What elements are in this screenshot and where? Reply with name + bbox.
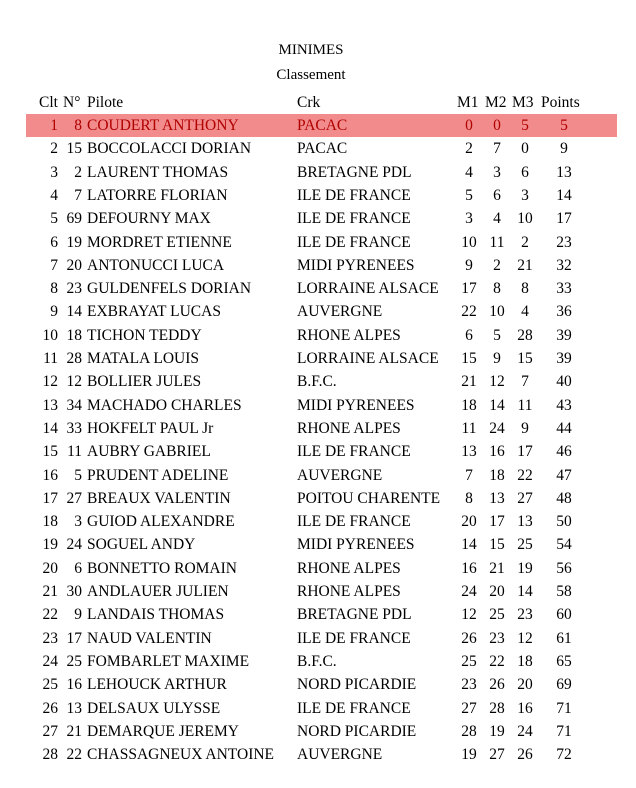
cell-pilote: MORDRET ETIENNE <box>87 233 232 251</box>
cell-m1: 19 <box>461 746 477 764</box>
cell-pilote: GULDENFELS DORIAN <box>87 280 252 298</box>
cell-m3: 2 <box>521 233 529 251</box>
header-crk: Crk <box>297 94 321 111</box>
cell-points: 39 <box>556 326 572 344</box>
table-row <box>0 207 636 230</box>
cell-clt: 26 <box>42 699 58 717</box>
cell-m2: 19 <box>489 722 505 740</box>
cell-clt: 14 <box>42 419 58 437</box>
cell-crk: MIDI PYRENEES <box>297 256 415 274</box>
cell-crk: MIDI PYRENEES <box>297 536 415 554</box>
cell-m2: 27 <box>489 746 505 764</box>
cell-crk: LORRAINE ALSACE <box>297 280 439 298</box>
cell-crk: B.F.C. <box>297 373 337 391</box>
cell-num: 22 <box>66 746 82 764</box>
table-row <box>0 324 636 347</box>
cell-m2: 25 <box>489 606 505 624</box>
cell-points: 9 <box>560 140 568 158</box>
header-m3: M3 <box>512 94 534 111</box>
cell-crk: NORD PICARDIE <box>297 676 417 694</box>
table-row <box>0 627 636 650</box>
table-header <box>0 91 636 114</box>
table-row <box>0 137 636 160</box>
cell-crk: BRETAGNE PDL <box>297 606 412 624</box>
cell-crk: NORD PICARDIE <box>297 722 417 740</box>
cell-m1: 9 <box>465 256 473 274</box>
cell-pilote: SOGUEL ANDY <box>87 536 196 554</box>
cell-m3: 5 <box>521 117 529 134</box>
cell-clt: 3 <box>50 163 58 181</box>
cell-m2: 10 <box>489 303 505 321</box>
cell-pilote: FOMBARLET MAXIME <box>87 652 250 670</box>
cell-num: 20 <box>66 256 82 274</box>
cell-clt: 15 <box>42 443 58 461</box>
cell-crk: B.F.C. <box>297 652 337 670</box>
cell-num: 16 <box>66 676 82 694</box>
cell-m3: 27 <box>517 489 533 507</box>
cell-m2: 13 <box>489 489 505 507</box>
cell-num: 24 <box>66 536 82 554</box>
cell-crk: LORRAINE ALSACE <box>297 350 439 367</box>
cell-pilote: TICHON TEDDY <box>87 326 202 344</box>
cell-m1: 3 <box>465 210 473 228</box>
cell-pilote: BREAUX VALENTIN <box>87 489 231 507</box>
cell-pilote: PRUDENT ADELINE <box>87 466 229 484</box>
cell-num: 7 <box>74 186 82 204</box>
table-row <box>0 347 636 370</box>
cell-m1: 17 <box>461 280 477 298</box>
cell-m1: 23 <box>461 676 477 694</box>
cell-num: 34 <box>66 396 82 414</box>
cell-num: 25 <box>66 652 82 670</box>
table-row <box>0 440 636 463</box>
cell-m1: 11 <box>461 419 477 437</box>
cell-clt: 16 <box>42 466 58 484</box>
cell-m2: 20 <box>489 583 505 600</box>
cell-m3: 23 <box>517 606 533 624</box>
cell-crk: ILE DE FRANCE <box>297 629 411 647</box>
cell-m2: 3 <box>493 163 501 181</box>
header-points: Points <box>541 94 580 111</box>
cell-crk: MIDI PYRENEES <box>297 396 415 414</box>
cell-m1: 26 <box>461 629 477 647</box>
cell-num: 14 <box>66 303 82 321</box>
table-row <box>0 114 636 137</box>
cell-m1: 4 <box>465 163 473 181</box>
cell-m2: 28 <box>489 699 505 717</box>
cell-m1: 20 <box>461 513 477 531</box>
cell-m2: 9 <box>493 350 501 367</box>
cell-m3: 22 <box>517 466 533 484</box>
cell-points: 61 <box>556 629 572 647</box>
cell-crk: POITOU CHARENTE <box>297 489 441 507</box>
cell-points: 69 <box>556 676 572 694</box>
cell-crk: ILE DE FRANCE <box>297 513 411 531</box>
cell-crk: ILE DE FRANCE <box>297 186 411 204</box>
cell-num: 69 <box>66 210 82 228</box>
cell-m2: 22 <box>489 652 505 670</box>
cell-m1: 16 <box>461 559 477 577</box>
cell-m2: 18 <box>489 466 505 484</box>
cell-points: 46 <box>556 443 572 461</box>
cell-points: 5 <box>560 117 568 134</box>
table-row <box>0 603 636 626</box>
cell-m1: 25 <box>461 652 477 670</box>
cell-m3: 14 <box>517 583 533 600</box>
cell-m2: 16 <box>489 443 505 461</box>
cell-crk: ILE DE FRANCE <box>297 699 411 717</box>
cell-clt: 2 <box>50 140 58 158</box>
cell-clt: 5 <box>50 210 58 228</box>
cell-clt: 17 <box>42 489 58 507</box>
cell-m3: 11 <box>517 396 533 414</box>
table-row <box>0 277 636 300</box>
cell-num: 13 <box>66 699 82 717</box>
cell-clt: 18 <box>42 513 58 531</box>
cell-m2: 2 <box>493 256 501 274</box>
cell-m3: 9 <box>521 419 529 437</box>
cell-clt: 12 <box>42 373 58 391</box>
cell-clt: 24 <box>42 652 58 670</box>
cell-pilote: LATORRE FLORIAN <box>87 186 228 204</box>
cell-num: 30 <box>66 583 82 600</box>
cell-m2: 11 <box>489 233 505 251</box>
cell-m1: 28 <box>461 722 477 740</box>
cell-points: 48 <box>556 489 572 507</box>
cell-clt: 7 <box>50 256 58 274</box>
cell-crk: RHONE ALPES <box>297 559 401 577</box>
cell-m1: 21 <box>461 373 477 391</box>
cell-m1: 12 <box>461 606 477 624</box>
cell-crk: ILE DE FRANCE <box>297 233 411 251</box>
cell-m3: 3 <box>521 186 529 204</box>
cell-m3: 20 <box>517 676 533 694</box>
cell-pilote: DELSAUX ULYSSE <box>87 699 221 717</box>
cell-pilote: BOCCOLACCI DORIAN <box>87 140 252 158</box>
cell-num: 18 <box>66 326 82 344</box>
cell-clt: 13 <box>42 396 58 414</box>
cell-pilote: ANTONUCCI LUCA <box>87 256 225 274</box>
cell-clt: 8 <box>50 280 58 298</box>
cell-num: 5 <box>74 466 82 484</box>
cell-m2: 4 <box>493 210 501 228</box>
table-row <box>0 673 636 696</box>
cell-crk: PACAC <box>297 117 348 134</box>
cell-m3: 0 <box>521 140 529 158</box>
cell-m1: 18 <box>461 396 477 414</box>
cell-points: 56 <box>556 559 572 577</box>
cell-pilote: BOLLIER JULES <box>87 373 202 391</box>
cell-clt: 19 <box>42 536 58 554</box>
cell-m1: 24 <box>461 583 477 600</box>
cell-m1: 6 <box>465 326 473 344</box>
cell-points: 47 <box>556 466 572 484</box>
cell-num: 9 <box>74 606 82 624</box>
cell-num: 2 <box>74 163 82 181</box>
table-row <box>0 580 636 603</box>
cell-m1: 0 <box>465 117 473 134</box>
cell-num: 6 <box>74 559 82 577</box>
cell-m2: 26 <box>489 676 505 694</box>
cell-m1: 15 <box>461 350 477 367</box>
cell-points: 65 <box>556 652 572 670</box>
cell-pilote: EXBRAYAT LUCAS <box>87 303 221 321</box>
cell-pilote: LEHOUCK ARTHUR <box>87 676 227 694</box>
cell-m2: 7 <box>493 140 501 158</box>
cell-crk: BRETAGNE PDL <box>297 163 412 181</box>
cell-points: 32 <box>556 256 572 274</box>
cell-m3: 13 <box>517 513 533 531</box>
cell-points: 71 <box>556 722 572 740</box>
table-row <box>0 557 636 580</box>
cell-m1: 2 <box>465 140 473 158</box>
cell-points: 13 <box>556 163 572 181</box>
cell-points: 58 <box>556 583 572 600</box>
cell-m3: 24 <box>517 722 533 740</box>
table-row <box>0 370 636 393</box>
cell-clt: 20 <box>42 559 58 577</box>
ranking-subtitle: Classement <box>276 67 346 83</box>
cell-pilote: HOKFELT PAUL Jr <box>87 419 214 437</box>
header-clt: Clt <box>39 94 58 111</box>
cell-crk: RHONE ALPES <box>297 326 401 344</box>
cell-crk: AUVERGNE <box>297 466 383 484</box>
cell-pilote: MATALA LOUIS <box>87 350 199 367</box>
cell-crk: AUVERGNE <box>297 303 383 321</box>
cell-num: 8 <box>74 117 82 134</box>
cell-points: 23 <box>556 233 572 251</box>
cell-points: 14 <box>556 186 572 204</box>
cell-m2: 21 <box>489 559 505 577</box>
cell-m3: 8 <box>521 280 529 298</box>
cell-clt: 22 <box>42 606 58 624</box>
cell-m3: 28 <box>517 326 533 344</box>
table-row <box>0 417 636 440</box>
cell-points: 71 <box>556 699 572 717</box>
cell-m1: 8 <box>465 489 473 507</box>
cell-points: 50 <box>556 513 572 531</box>
cell-clt: 6 <box>50 233 58 251</box>
cell-m3: 17 <box>517 443 533 461</box>
cell-m3: 4 <box>521 303 529 321</box>
table-row <box>0 300 636 323</box>
cell-pilote: DEMARQUE JEREMY <box>87 722 239 740</box>
cell-m3: 18 <box>517 652 533 670</box>
table-row <box>0 650 636 673</box>
cell-m2: 12 <box>489 373 505 391</box>
cell-m2: 6 <box>493 186 501 204</box>
cell-num: 23 <box>66 280 82 298</box>
cell-m2: 17 <box>489 513 505 531</box>
cell-m2: 0 <box>493 117 501 134</box>
cell-clt: 9 <box>50 303 58 321</box>
cell-points: 54 <box>556 536 572 554</box>
cell-pilote: DEFOURNY MAX <box>87 210 211 228</box>
table-row <box>0 720 636 743</box>
cell-pilote: LANDAIS THOMAS <box>87 606 225 624</box>
cell-crk: AUVERGNE <box>297 746 383 764</box>
cell-num: 19 <box>66 233 82 251</box>
cell-clt: 25 <box>42 676 58 694</box>
cell-m3: 10 <box>517 210 533 228</box>
cell-points: 36 <box>556 303 572 321</box>
cell-pilote: GUIOD ALEXANDRE <box>87 513 235 531</box>
cell-m2: 15 <box>489 536 505 554</box>
cell-m3: 26 <box>517 746 533 764</box>
cell-m3: 12 <box>517 629 533 647</box>
cell-m2: 23 <box>489 629 505 647</box>
cell-pilote: MACHADO CHARLES <box>87 396 242 414</box>
cell-crk: RHONE ALPES <box>297 583 401 600</box>
cell-m2: 8 <box>493 280 501 298</box>
cell-pilote: NAUD VALENTIN <box>87 629 212 647</box>
table-row <box>0 487 636 510</box>
cell-m2: 14 <box>489 396 505 414</box>
cell-num: 12 <box>66 373 82 391</box>
table-row <box>0 394 636 417</box>
cell-clt: 1 <box>50 117 58 134</box>
table-row <box>0 161 636 184</box>
category-title: MINIMES <box>278 42 344 58</box>
cell-crk: ILE DE FRANCE <box>297 443 411 461</box>
cell-clt: 21 <box>42 583 58 600</box>
header-m2: M2 <box>485 94 507 111</box>
cell-points: 44 <box>556 419 572 437</box>
cell-m3: 19 <box>517 559 533 577</box>
cell-clt: 23 <box>42 629 58 647</box>
cell-m1: 7 <box>465 466 473 484</box>
cell-clt: 11 <box>43 350 58 367</box>
cell-m1: 22 <box>461 303 477 321</box>
cell-num: 17 <box>66 629 82 647</box>
cell-clt: 4 <box>50 186 58 204</box>
cell-clt: 10 <box>42 326 58 344</box>
header-num: N° <box>63 94 81 111</box>
cell-pilote: ANDLAUER JULIEN <box>87 583 229 600</box>
header-pilote: Pilote <box>87 94 124 111</box>
cell-num: 11 <box>67 443 82 461</box>
table-row <box>0 697 636 720</box>
cell-m2: 24 <box>489 419 505 437</box>
cell-m3: 15 <box>517 350 533 367</box>
cell-m3: 16 <box>517 699 533 717</box>
cell-num: 27 <box>66 489 82 507</box>
cell-points: 72 <box>556 746 572 764</box>
cell-points: 60 <box>556 606 572 624</box>
cell-m1: 10 <box>461 233 477 251</box>
cell-m3: 6 <box>521 163 529 181</box>
cell-points: 43 <box>556 396 572 414</box>
cell-points: 33 <box>556 280 572 298</box>
table-row <box>0 464 636 487</box>
cell-pilote: BONNETTO ROMAIN <box>87 559 237 577</box>
cell-clt: 27 <box>42 722 58 740</box>
cell-num: 3 <box>74 513 82 531</box>
cell-pilote: CHASSAGNEUX ANTOINE <box>87 746 275 764</box>
cell-m1: 14 <box>461 536 477 554</box>
cell-m3: 21 <box>517 256 533 274</box>
cell-pilote: AUBRY GABRIEL <box>87 443 211 461</box>
cell-m1: 5 <box>465 186 473 204</box>
cell-points: 40 <box>556 373 572 391</box>
table-row <box>0 184 636 207</box>
cell-m3: 25 <box>517 536 533 554</box>
table-row <box>0 254 636 277</box>
cell-num: 15 <box>66 140 82 158</box>
cell-pilote: LAURENT THOMAS <box>87 163 229 181</box>
cell-points: 39 <box>556 350 572 367</box>
cell-pilote: COUDERT ANTHONY <box>87 117 239 134</box>
cell-clt: 28 <box>42 746 58 764</box>
cell-points: 17 <box>556 210 572 228</box>
cell-crk: ILE DE FRANCE <box>297 210 411 228</box>
cell-m2: 5 <box>493 326 501 344</box>
cell-num: 28 <box>66 350 82 367</box>
cell-m1: 13 <box>461 443 477 461</box>
cell-crk: RHONE ALPES <box>297 419 401 437</box>
table-row <box>0 533 636 556</box>
table-row <box>0 231 636 254</box>
table-row <box>0 510 636 533</box>
cell-num: 33 <box>66 419 82 437</box>
cell-num: 21 <box>66 722 82 740</box>
table-row <box>0 743 636 766</box>
cell-m3: 7 <box>521 373 529 391</box>
cell-crk: PACAC <box>297 140 348 158</box>
header-m1: M1 <box>457 94 479 111</box>
cell-m1: 27 <box>461 699 477 717</box>
